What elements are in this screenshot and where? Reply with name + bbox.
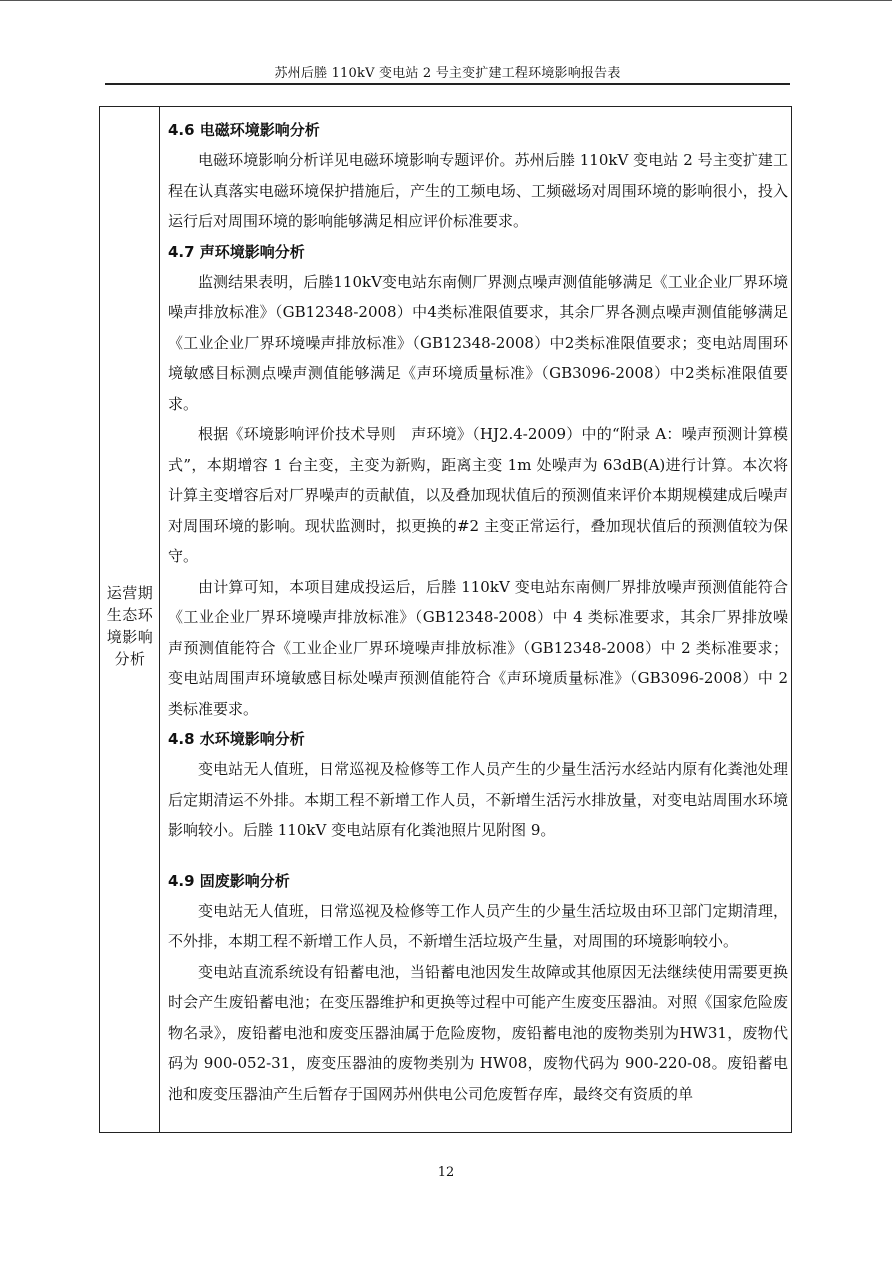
section-heading-4-7: 4.7 声环境影响分析 — [168, 242, 305, 261]
row-label-line: 生态环 — [106, 606, 154, 624]
row-label — [100, 582, 160, 670]
section-heading-4-9: 4.9 固废影响分析 — [168, 871, 290, 890]
report-table — [99, 106, 792, 1133]
page-top-border — [0, 0, 892, 1]
row-label-cell — [100, 107, 160, 1132]
paragraph: 变电站直流系统设有铅蓄电池，当铅蓄电池因发生故障或其他原因无法继续使用需要更换时会产生废铅蓄电池；在变压器维护和更换等过程中可能产生废变压器油。对照《国家危险废物名录》，废铅蓄电池和废变压器油属于危险废物，废铅蓄电池的废物类别为HW31，废物代码为 900-052-31，废变压器油的废物类别为 HW08，废物代码为 900-220-08。废铅蓄电池和废变压器油产生后暂存于国网苏州供电公司危废暂存库，最终交有资质的单 — [168, 962, 788, 1103]
page-header: 苏州后塍 110kV 变电站 2 号主变扩建工程环境影响报告表 — [274, 66, 621, 81]
section-heading-4-8: 4.8 水环境影响分析 — [168, 730, 305, 748]
paragraph: 变电站无人值班，日常巡视及检修等工作人员产生的少量生活污水经站内原有化粪池处理后定期清运不外排。本期工程不新增工作人员，不新增生活污水排放量，对变电站周围水环境影响较小。后塍 110kV 变电站原有化粪池照片见附图 9。 — [168, 760, 788, 839]
paragraph: 电磁环境影响分析详见电磁环境影响专题评价。苏州后塍 110kV 变电站 2 号主变扩建工程在认真落实电磁环境保护措施后，产生的工频电场、工频磁场对周围环境的影响很小，投入运行后对周围环境的影响能够满足相应评价标准要求。 — [168, 151, 788, 230]
row-label-line: 分析 — [114, 650, 146, 668]
paragraph: 由计算可知，本项目建成投运后，后塍 110kV 变电站东南侧厂界排放噪声预测值能符合《工业企业厂界环境噪声排放标准》（GB12348-2008）中 4 类标准要求，其余厂界排放噪声预测值能符合《工业企业厂界环境噪声排放标准》（GB12348-2008）中 2 类标准要求；变电站周围声环境敏感目标处噪声预测值能符合《声环境质量标准》（GB3096-2008）中 2 类标准要求。 — [168, 577, 788, 718]
content-cell — [168, 115, 788, 1109]
section-spacer — [168, 846, 788, 866]
header-rule — [105, 83, 790, 85]
row-label-line: 境影响 — [106, 628, 154, 646]
page-number: 12 — [437, 1165, 455, 1180]
paragraph: 监测结果表明，后塍110kV变电站东南侧厂界测点噪声测值能够满足《工业企业厂界环境噪声排放标准》（GB12348-2008）中4类标准限值要求，其余厂界各测点噪声测值能够满足《工业企业厂界环境噪声排放标准》（GB12348-2008）中2类标准限值要求；变电站周围环境敏感目标测点噪声测值能够满足《声环境质量标准》（GB3096-2008）中2类标准限值要求。 — [168, 272, 788, 413]
paragraph: 变电站无人值班，日常巡视及检修等工作人员产生的少量生活垃圾由环卫部门定期清理，不外排，本期工程不新增工作人员，不新增生活垃圾产生量，对周围的环境影响较小。 — [168, 901, 788, 950]
paragraph: 根据《环境影响评价技术导则 声环境》（HJ2.4-2009）中的“附录 A：噪声预测计算模式”，本期增容 1 台主变，主变为新购，距离主变 1m 处噪声为 63dB(A)进行计算。本次将计算主变增容后对厂界噪声的贡献值，以及叠加现状值后的预测值来评价本期规模建成后噪声对周围环境的影响。现状监测时，拟更换的#2 主变正常运行，叠加现状值后的预测值较为保守。 — [168, 425, 788, 565]
section-heading-4-6: 4.6 电磁环境影响分析 — [168, 121, 320, 139]
row-label-line: 运营期 — [106, 584, 154, 602]
